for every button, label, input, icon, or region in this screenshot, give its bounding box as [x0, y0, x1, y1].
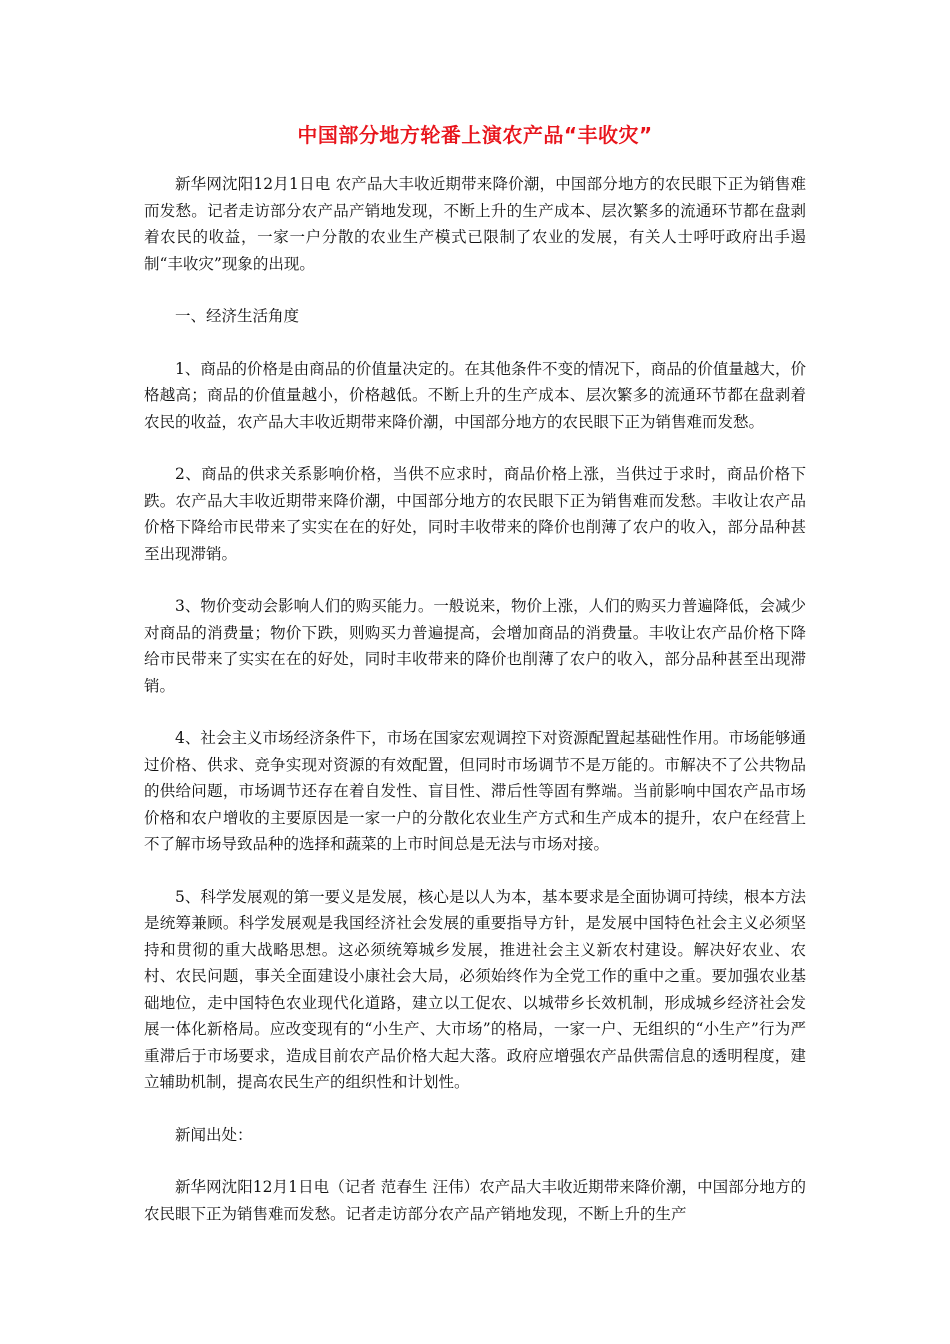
intro-paragraph: 新华网沈阳12月1日电 农产品大丰收近期带来降价潮，中国部分地方的农民眼下正为销售难而发愁。记者走访部分农产品产销地发现，不断上升的生产成本、层次繁多的流通环节都在盘剥着农民的收益，一家一户分散的农业生产模式已限制了农业的发展，有关人士呼吁政府出手遏制“丰收灾”现象的出现。 [144, 175, 806, 273]
point-1-paragraph: 1、商品的价格是由商品的价值量决定的。在其他条件不变的情况下，商品的价值量越大，价格越高；商品的价值量越小，价格越低。不断上升的生产成本、层次繁多的流通环节都在盘剥着农民的收益，农产品大丰收近期带来降价潮，中国部分地方的农民眼下正为销售难而发愁。 [144, 359, 806, 431]
point-2-paragraph: 2、商品的供求关系影响价格，当供不应求时，商品价格上涨，当供过于求时，商品价格下跌。农产品大丰收近期带来降价潮，中国部分地方的农民眼下正为销售难而发愁。丰收让农产品价格下降给市民带来了实实在在的好处，同时丰收带来的降价也削薄了农户的收入，部分品种甚至出现滞销。 [144, 465, 806, 563]
news-source-paragraph: 新华网沈阳12月1日电（记者 范春生 汪伟）农产品大丰收近期带来降价潮，中国部分地方的农民眼下正为销售难而发愁。记者走访部分农产品产销地发现，不断上升的生产 [144, 1178, 806, 1223]
section-heading-economic: 一、经济生活角度 [175, 307, 300, 325]
point-5-paragraph: 5、科学发展观的第一要义是发展，核心是以人为本，基本要求是全面协调可持续，根本方法是统筹兼顾。科学发展观是我国经济社会发展的重要指导方针，是发展中国特色社会主义必须坚持和贯彻的重大战略思想。这必须统筹城乡发展，推进社会主义新农村建设。解决好农业、农村、农民问题，事关全面建设小康社会大局，必须始终作为全党工作的重中之重。要加强农业基础地位，走中国特色农业现代化道路，建立以工促农、以城带乡长效机制，形成城乡经济社会发展一体化新格局。应改变现有的“小生产、大市场”的格局，一家一户、无组织的“小生产”行为严重滞后于市场要求，造成目前农产品价格大起大落。政府应增强农产品供需信息的透明程度，建立辅助机制，提高农民生产的组织性和计划性。 [144, 887, 806, 1091]
document-title: 中国部分地方轮番上演农产品“丰收灾” [297, 123, 653, 147]
document-body [144, 171, 806, 1253]
point-3-paragraph: 3、物价变动会影响人们的购买能力。一般说来，物价上涨，人们的购买力普遍降低，会减少对商品的消费量；物价下跌，则购买力普遍提高，会增加商品的消费量。丰收让农产品价格下降给市民带来了实实在在的好处，同时丰收带来的降价也削薄了农户的收入，部分品种甚至出现滞销。 [144, 597, 806, 695]
point-4-paragraph: 4、社会主义市场经济条件下，市场在国家宏观调控下对资源配置起基础性作用。市场能够通过价格、供求、竞争实现对资源的有效配置，但同时市场调节不是万能的。市解决不了公共物品的供给问题，市场调节还存在着自发性、盲目性、滞后性等固有弊端。当前影响中国农产品市场价格和农户增收的主要原因是一家一户的分散化农业生产方式和生产成本的提升，农户在经营上不了解市场导致品种的选择和蔬菜的上市时间总是无法与市场对接。 [144, 729, 806, 853]
news-source-heading: 新闻出处： [175, 1125, 253, 1144]
